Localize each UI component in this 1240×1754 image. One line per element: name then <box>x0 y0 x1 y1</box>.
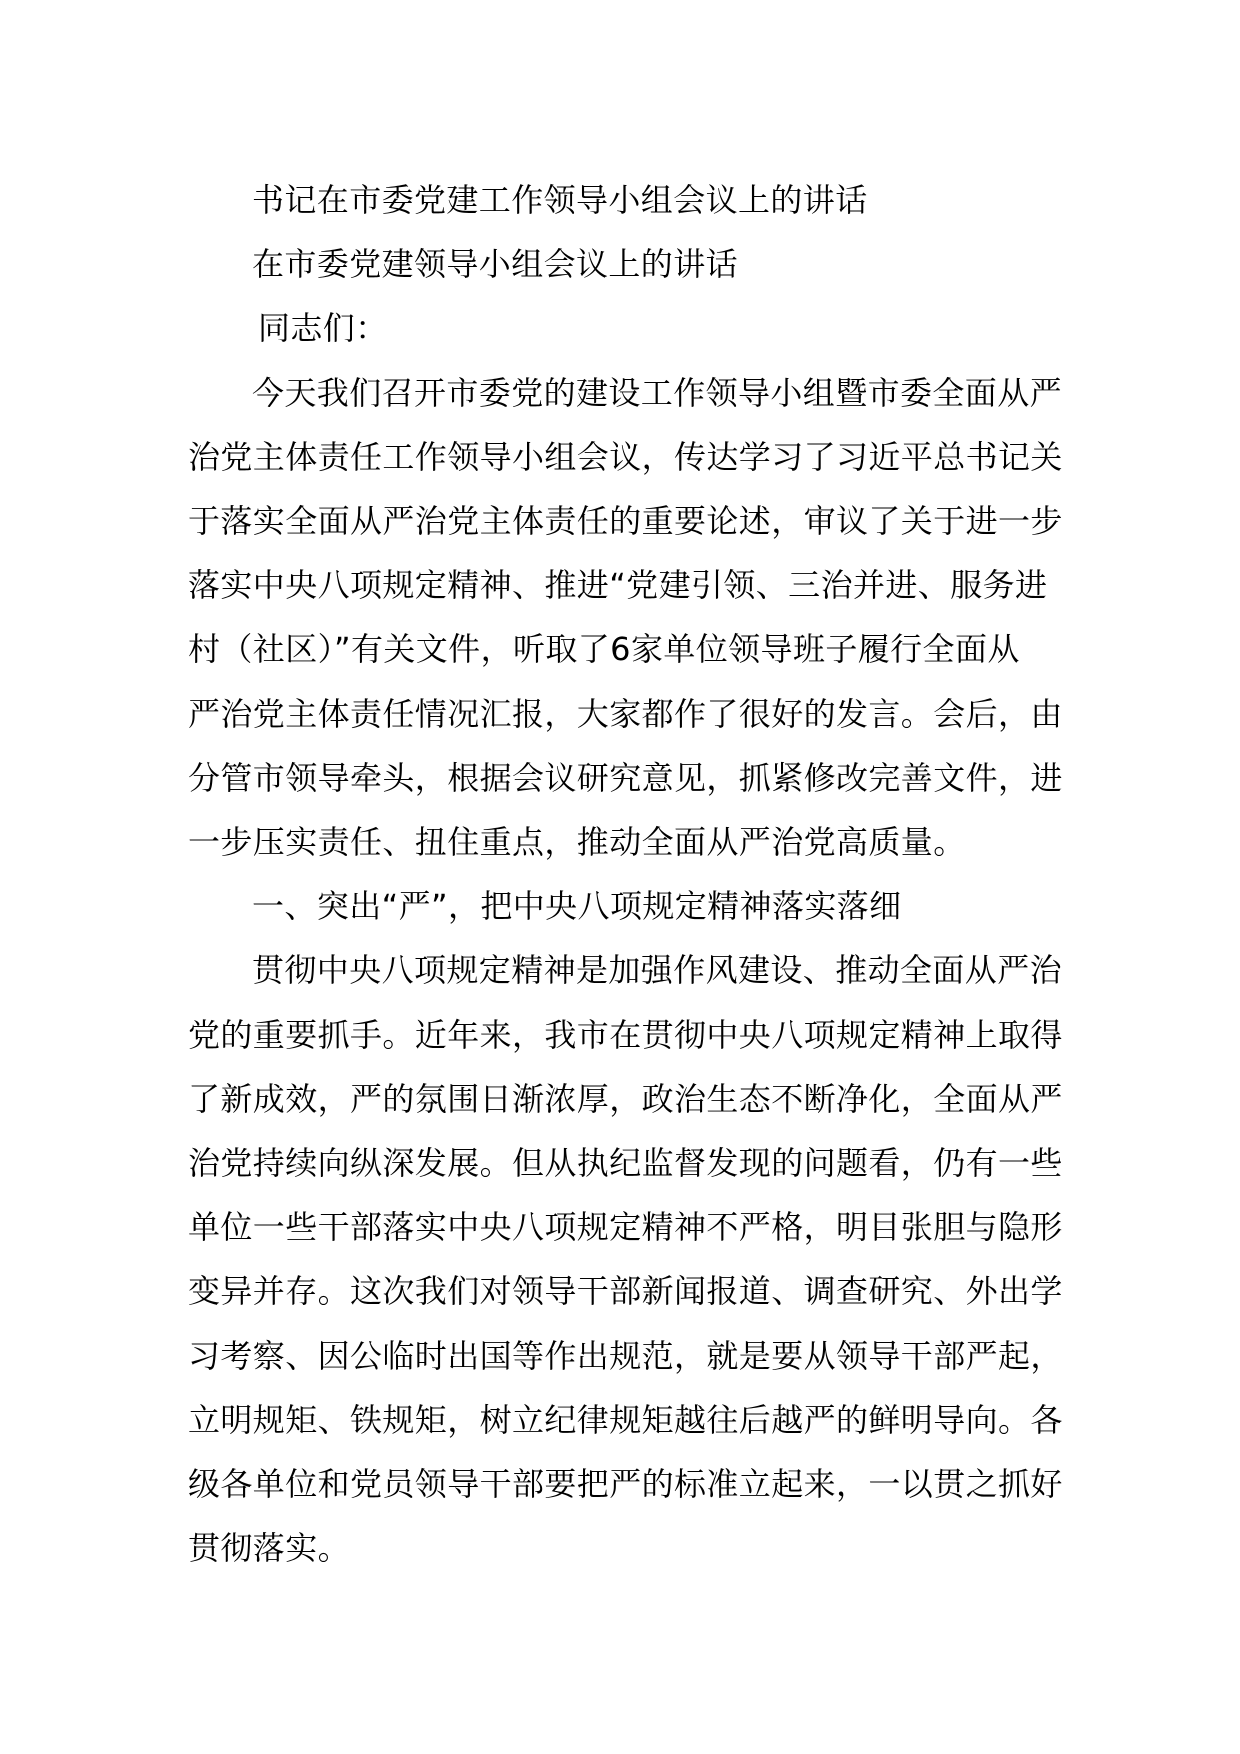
document-title: 书记在市委党建工作领导小组会议上的讲话 <box>252 181 868 219</box>
paragraph-2 <box>188 938 1063 1580</box>
paragraph-line: 治党持续向纵深发展。但从执纪监督发现的问题看，仍有一些 <box>188 1144 1063 1183</box>
paragraph-line: 贯彻落实。 <box>188 1529 351 1568</box>
paragraph-line: 分管市领导牵头，根据会议研究意见，抓紧修改完善文件，进 <box>188 758 1063 797</box>
section-heading-1: 一、突出“严”，把中央八项规定精神落实落细 <box>252 887 902 926</box>
paragraph-line: 了新成效，严的氛围日渐浓厚，政治生态不断净化，全面从严 <box>188 1079 1063 1118</box>
greeting: 同志们： <box>258 309 388 348</box>
paragraph-line: 村（社区）”有关文件，听取了6家单位领导班子履行全面从 <box>188 630 1020 669</box>
document-body <box>188 168 1063 1580</box>
paragraph-line: 贯彻中央八项规定精神是加强作风建设、推动全面从严治 <box>252 951 1063 990</box>
paragraph-line: 落实中央八项规定精神、推进“党建引领、三治并进、服务进 <box>188 566 1048 605</box>
paragraph-line: 严治党主体责任情况汇报，大家都作了很好的发言。会后，由 <box>188 694 1063 733</box>
paragraph-1 <box>188 361 1063 875</box>
paragraph-line: 立明规矩、铁规矩，树立纪律规矩越往后越严的鲜明导向。各 <box>188 1400 1063 1439</box>
paragraph-line: 一步压实责任、扭住重点，推动全面从严治党高质量。 <box>188 823 966 862</box>
paragraph-line: 单位一些干部落实中央八项规定精神不严格，明目张胆与隐形 <box>188 1208 1063 1247</box>
paragraph-line: 党的重要抓手。近年来，我市在贯彻中央八项规定精神上取得 <box>188 1015 1063 1054</box>
paragraph-line: 级各单位和党员领导干部要把严的标准立起来，一以贯之抓好 <box>188 1465 1063 1504</box>
paragraph-line: 变异并存。这次我们对领导干部新闻报道、调查研究、外出学 <box>188 1272 1063 1311</box>
document-subtitle: 在市委党建领导小组会议上的讲话 <box>252 245 739 284</box>
paragraph-line: 今天我们召开市委党的建设工作领导小组暨市委全面从严 <box>252 373 1063 412</box>
paragraph-line: 于落实全面从严治党主体责任的重要论述，审议了关于进一步 <box>188 502 1063 541</box>
paragraph-line: 治党主体责任工作领导小组会议，传达学习了习近平总书记关 <box>188 437 1063 476</box>
paragraph-line: 习考察、因公临时出国等作出规范，就是要从领导干部严起， <box>188 1336 1063 1375</box>
